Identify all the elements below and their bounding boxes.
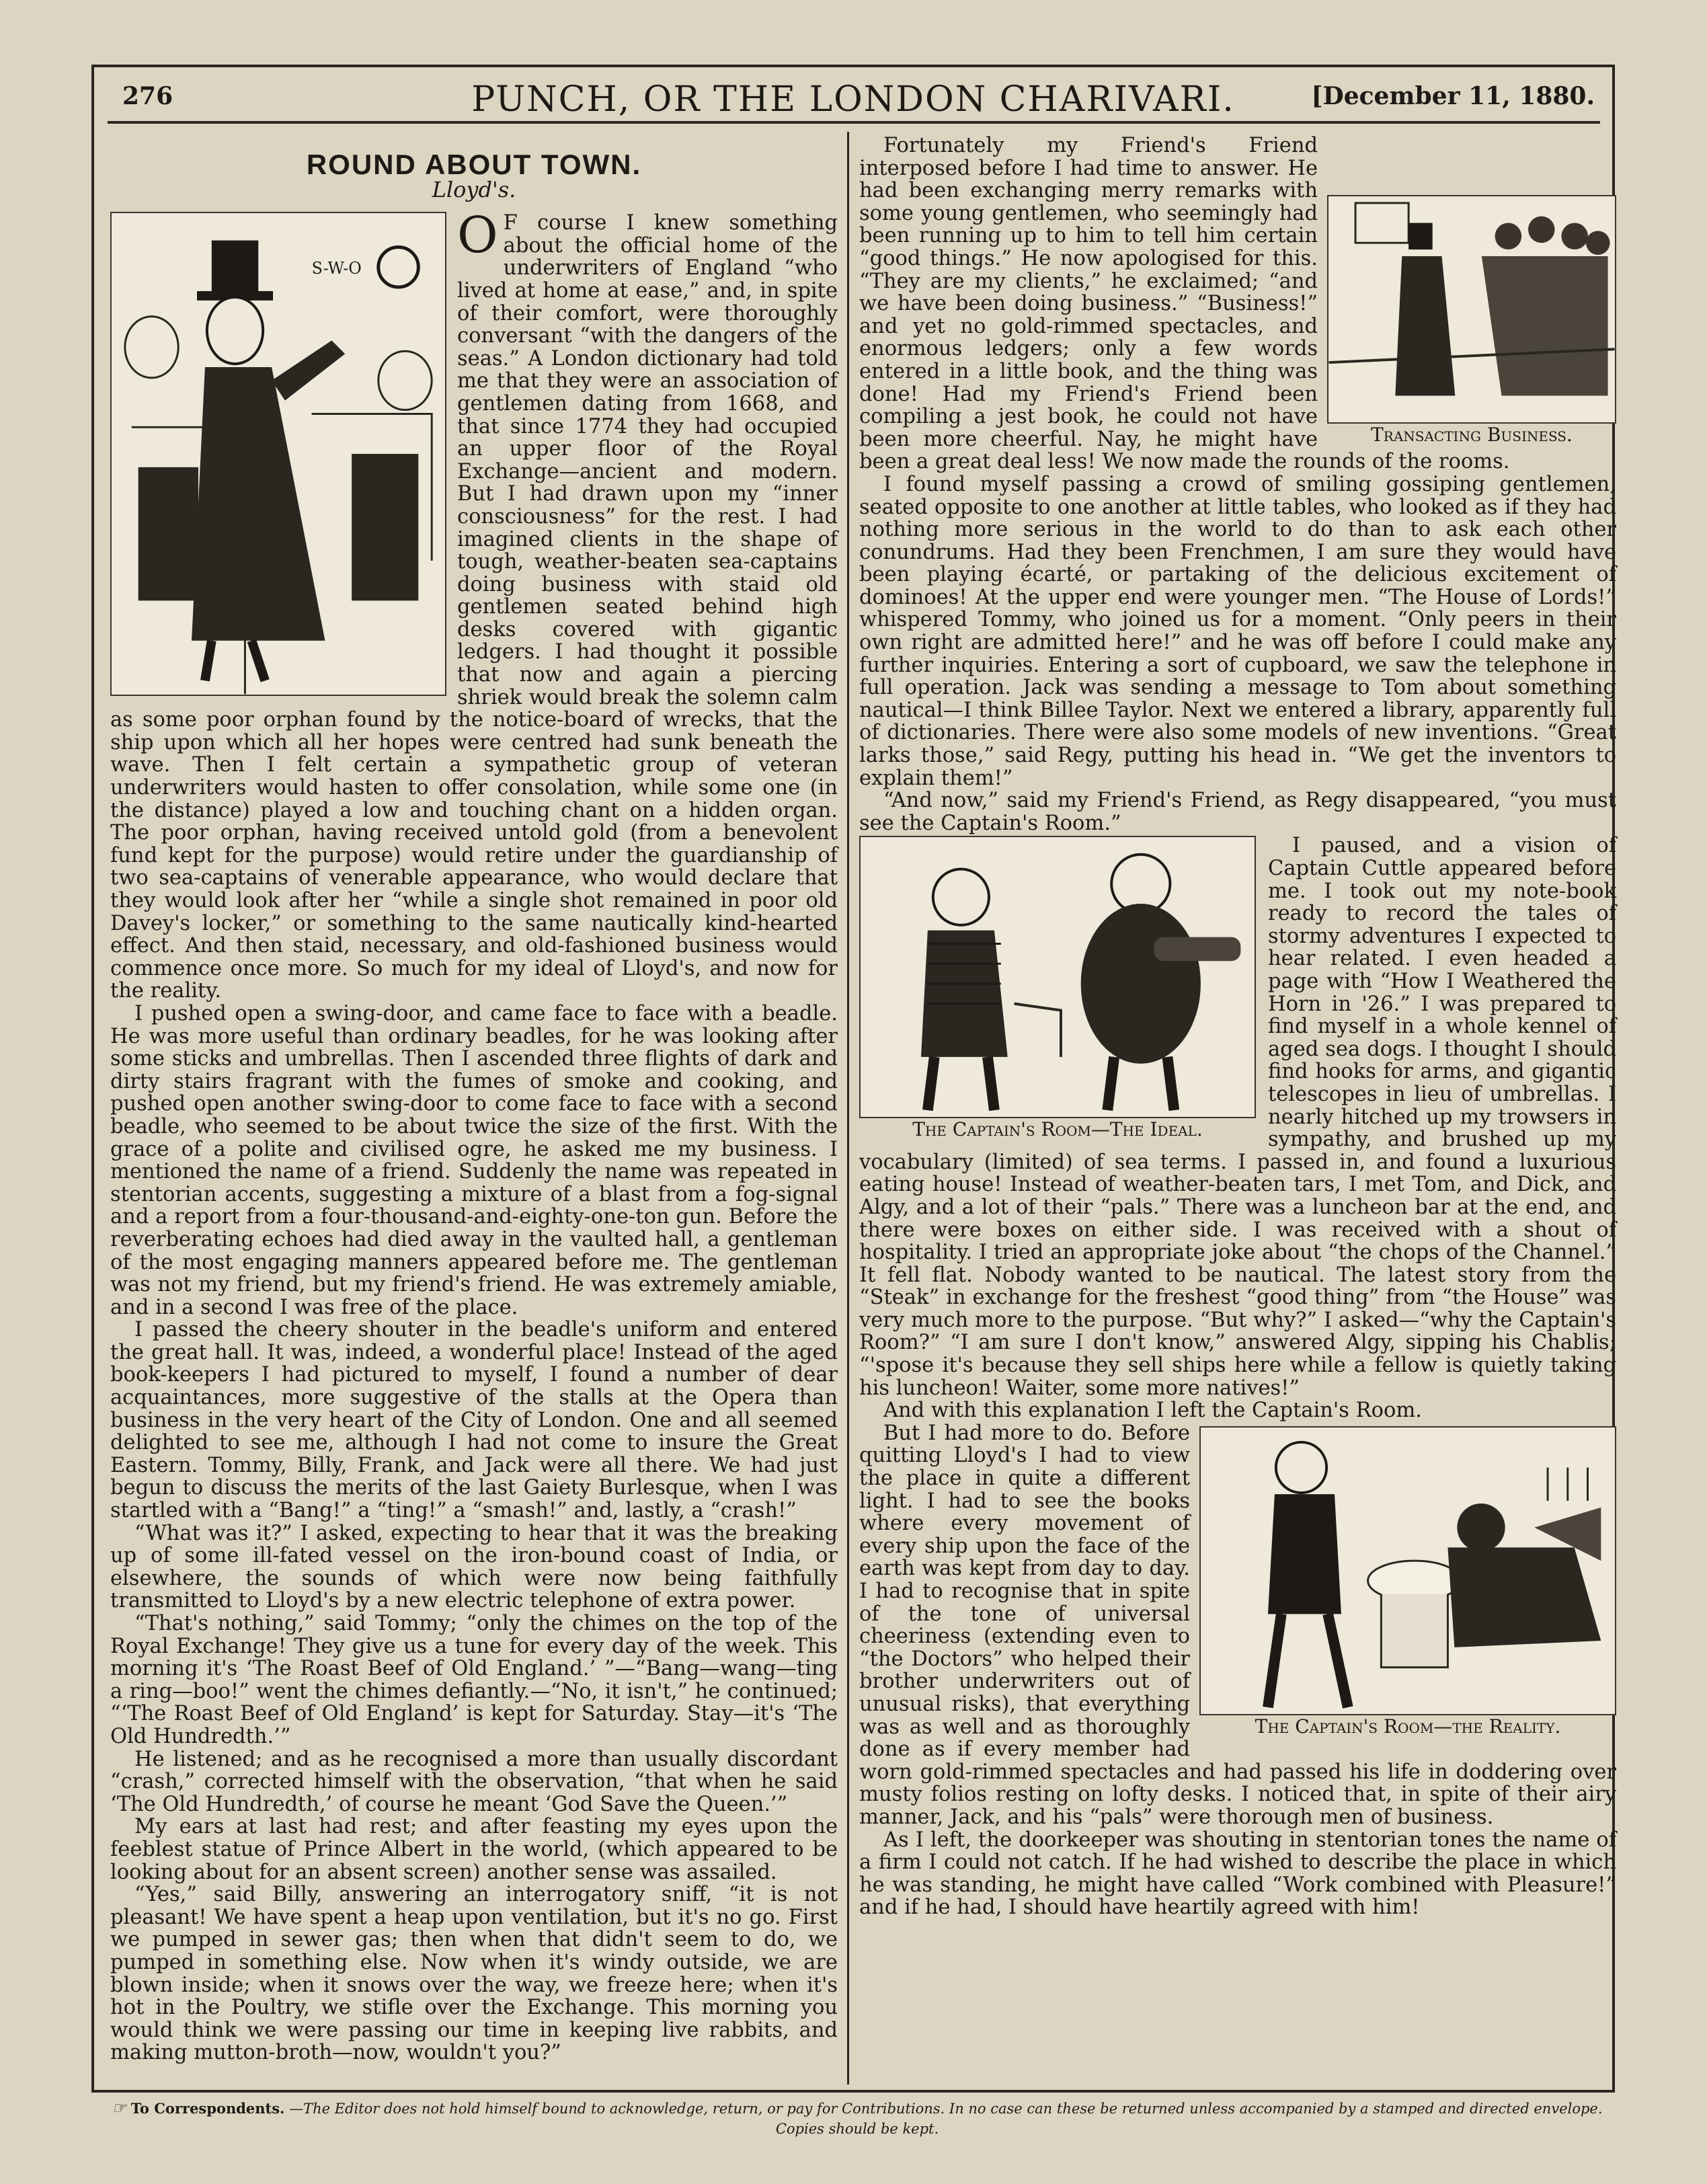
left-paragraph-7: My ears at last had rest; and after feasting my eyes upon the feeblest statue of Prince Albert in the world, (which appeared to be looking about for an absent screen) another sense was assailed. — [110, 1815, 838, 1884]
header-rule — [108, 121, 1600, 124]
captains-room-ideal-figure — [859, 836, 1256, 1141]
left-column — [110, 134, 838, 2064]
transacting-business-illustration — [1327, 195, 1616, 424]
beadle-shout-text: S-W-O — [311, 259, 362, 278]
right-paragraph-2: I found myself passing a crowd of smiling gossiping gentlemen, seated opposite to one another at little tables, who looked as if they had nothing more serious in the world to do than to ask each other conundrums. Had they been Frenchmen, I am sure they would have been playing écarté, or partaking of the delicious excitement of dominoes! At the upper end were younger men. “The House of Lords!” whispered Tommy, who joined us for a moment. “Only peers in their own right are admitted here!” and he was off before I could make any further inquiries. Entering a sort of cupboard, we saw the telephone in full operation. Jack was sending a message to Tom about something nautical—I think Billee Taylor. Next we entered a library, apparently full of dictionaries. There were also some models of new inventions. “Great larks those,” said Regy, putting his head in. “We get the inventors to explain them!” — [859, 472, 1616, 790]
transacting-business-caption: Transacting Business. — [1371, 424, 1573, 446]
right-paragraph-3: “And now,” said my Friend's Friend, as Regy disappeared, “you must see the Captain's Room.” — [859, 789, 1616, 835]
article-title: ROUND ABOUT TOWN. — [306, 149, 642, 180]
captains-room-reality-caption: The Captain's Room—the Reality. — [1255, 1715, 1561, 1738]
captains-room-ideal-illustration — [859, 836, 1256, 1118]
page-header — [91, 74, 1615, 118]
right-paragraph-7: As I left, the doorkeeper was shouting in stentorian tones the name of a firm I could not catch. If he had wished to describe the place in which he was standing, he might have called “Work combined with Pleasure!” and if he had, I should have heartily agreed with him! — [859, 1828, 1616, 1920]
beadle-illustration — [110, 212, 446, 696]
right-paragraph-4: I paused, and a vision of Captain Cuttle appeared before me. I took out my note-book ready to record the tales of stormy adventures I expected to hear related. I even headed a page with “How I Weathered the Horn in '26.” I was prepared to find myself in a whole kennel of aged sea dogs. I thought I should find hooks for arms, and gigantic telescopes in lieu of umbrellas. I nearly hitched up my trowsers in sympathy, and brushed up my vocabulary (limited) of sea terms. I passed in, and found a luxurious eating house! Instead of weather-beaten tars, I met Tom, and Dick, and Algy, and a lot of their “pals.” There was a luncheon bar at the end, and there were boxes on either side. I was received with a shout of hospitality. I tried an appropriate joke about “the chops of the Channel.” It fell flat. Nobody wanted to be nautical. The latest story from the “Steak” in exchange for the freshest “good thing” from “the House” was very much more to the purpose. “But why?” I asked—“why the Captain's Room?” “I am sure I don't know,” answered Algy, sipping his Chablis; “'spose it's because they sell ships here while a fellow is quietly taking his luncheon! Waiter, some more natives!” — [859, 834, 1616, 1400]
right-paragraph-6: But I had more to do. Before quitting Lloyd's I had to view the place in quite a different light. I had to see the books where every movement of every ship upon the face of the earth was kept from day to day. I had to recognise that in spite of the tone of universal cheeriness (extending even to “the Doctors” who helped their brother underwriters out of unusual risks), that everything was as well and as thoroughly done as if every member had worn gold-rimmed spectacles and had passed his life in doddering over musty folios resting on lofty desks. I noticed that, in spite of their airy manner, Jack, and his “pals” were thorough men of business. — [859, 1421, 1616, 1829]
right-column — [859, 134, 1616, 1919]
correspondents-notice — [101, 2098, 1614, 2139]
captains-room-reality-figure — [1199, 1426, 1616, 1738]
left-paragraph-6: He listened; and as he recognised a more than usually discordant “crash,” corrected himself with the observation, “that when he said ‘The Old Hundredth,’ of course he meant ‘God Save the Queen.’” — [110, 1747, 838, 1816]
ideal-drawing — [861, 837, 1255, 1117]
reality-drawing — [1201, 1428, 1615, 1714]
left-paragraph-1-text: F course I knew something about the official home of the underwriters of England “who lived at home at ease,” and, in spite of their comfort, were thoroughly conversant “with the dangers of the seas.” A London dictionary had told me that they were an association of gentlemen dating from 1668, and that since 1774 they had occupied an upper floor of the Royal Exchange—ancient and modern. But I had drawn upon my “inner consciousness” for the rest. I had imagined clients in the shape of tough, weather-beaten sea-captains doing business with staid old gentlemen seated behind high desks covered with gigantic ledgers. I had thought it possible that now and again a piercing shriek would break the solemn calm as some poor orphan found by the notice-board of wrecks, that the ship upon which all her hopes were centred had sunk beneath the wave. Then I felt certain a sympathetic group of veteran underwriters would hasten to offer consolation, while some one (in the distance) played a low and touching chant on a hidden organ. The poor orphan, having received untold gold (from a benevolent fund kept for the purpose) would retire under the guardianship of two sea-captains of venerable appearance, who would declare that they would look after her “while a single shot remained in poor old Davey's locker,” or something to the same nautically kind-hearted effect. And then staid, necessary, and old-fashioned business would commence once more. So much for my ideal of Lloyd's, and now for the reality. — [110, 211, 838, 1003]
page-number: 276 — [122, 82, 173, 110]
left-paragraph-3: I passed the cheery shouter in the beadle's uniform and entered the great hall. It was, indeed, a wonderful place! Instead of the aged book-keepers I had pictured to myself, I found a number of dear acquaintances, more suggestive of the stalls at the Opera than business in the very heart of the City of London. One and all seemed delighted to see me, although I had not come to insure the Great Eastern. Tommy, Billy, Frank, and Jack were all there. We had just begun to discuss the merits of the last Gaiety Burlesque, when I was startled with a “Bang!” a “ting!” a “smash!” and, lastly, a “crash!” — [110, 1318, 838, 1523]
captains-room-reality-illustration — [1199, 1426, 1616, 1715]
left-paragraph-5: “That's nothing,” said Tommy; “only the chimes on the top of the Royal Exchange! They give us a tune for every day of the week. This morning it's ‘The Roast Beef of Old England.’ ”—“Bang—wang—ting a ring—boo!” went the chimes defiantly.—“No, it isn't,” he continued; “‘The Roast Beef of Old England’ is kept for Saturday. Stay—it's ‘The Old Hundredth.’” — [110, 1612, 838, 1748]
pointing-hand-icon: ☞ — [112, 2099, 126, 2117]
notice-text: —The Editor does not hold himself bound to acknowledge, return, or pay for Contributions. In no case can these be returned unless accompanied by a stamped and directed envelope. Copies should be kept. — [289, 2101, 1603, 2137]
notice-lead: To Correspondents. — [130, 2100, 285, 2117]
left-paragraph-4: “What was it?” I asked, expecting to hear that it was the breaking up of some ill-fated vessel on the iron-bound coast of India, or elsewhere, the sounds of which were now being faithfully transmitted to Lloyd's by a new electric telephone of extra power. — [110, 1521, 838, 1613]
beadle-drawing — [112, 213, 445, 695]
right-paragraph-5: And with this explanation I left the Captain's Room. — [883, 1399, 1422, 1423]
transacting-drawing — [1328, 196, 1615, 422]
column-divider — [847, 132, 849, 2084]
left-paragraph-8: “Yes,” said Billy, answering an interrogatory sniff, “it is not pleasant! We have spent a heap upon ventilation, but it's no go. First we pumped in sewer gas; then when that didn't seem to do, we pumped in something else. Now when it's windy outside, we are blown inside; when it snows over the way, we freeze here; when it's hot in the Poultry, we stifle over the Exchange. This morning you would think we were passing our time in keeping live rabbits, and making mutton-broth—now, wouldn't you?” — [110, 1883, 838, 2065]
article-subtitle: Lloyd's. — [432, 176, 516, 202]
left-paragraph-2: I pushed open a swing-door, and came face to face with a beadle. He was more useful than ordinary beadles, for he was looking after some sticks and umbrellas. Then I ascended three flights of dark and dirty stairs fragrant with the fumes of smoke and cooking, and pushed open another swing-door to come face to face with a second beadle, who seemed to be about twice the size of the first. With the grace of a polite and civilised ogre, he asked me my business. I mentioned the name of a friend. Suddenly the name was repeated in stentorian accents, suggesting a mixture of a blast from a fog-signal and a report from a four-thousand-and-eighty-one-ton gun. Before the reverberating echoes had died away in the vaulted hall, a gentleman of the most engaging manners appeared before me. The gentleman was not my friend, but my friend's friend. He was extremely amiable, and in a second I was free of the place. — [110, 1001, 838, 1319]
drop-cap: O — [457, 206, 498, 265]
issue-date: [December 11, 1880. — [1311, 82, 1595, 110]
captains-room-ideal-caption: The Captain's Room—The Ideal. — [912, 1118, 1203, 1141]
right-paragraph-1: Fortunately my Friend's Friend interposed before I had time to answer. He had been exchanging merry remarks with some young gentlemen, who seemingly had been running up to him to tell him certain “good things.” He now apologised for this. “They are my clients,” he exclaimed; “and we have been doing business.” “Business!” and yet no gold-rimmed spectacles, and enormous ledgers; only a few words entered in a little book, and the thing was done! Had my Friend's Friend been compiling a jest book, he could not have been more cheerful. Nay, he might have been a great deal less! We now made the rounds of the rooms. — [859, 134, 1510, 474]
transacting-business-figure — [1327, 195, 1616, 446]
masthead: PUNCH, OR THE LONDON CHARIVARI. — [471, 79, 1235, 120]
